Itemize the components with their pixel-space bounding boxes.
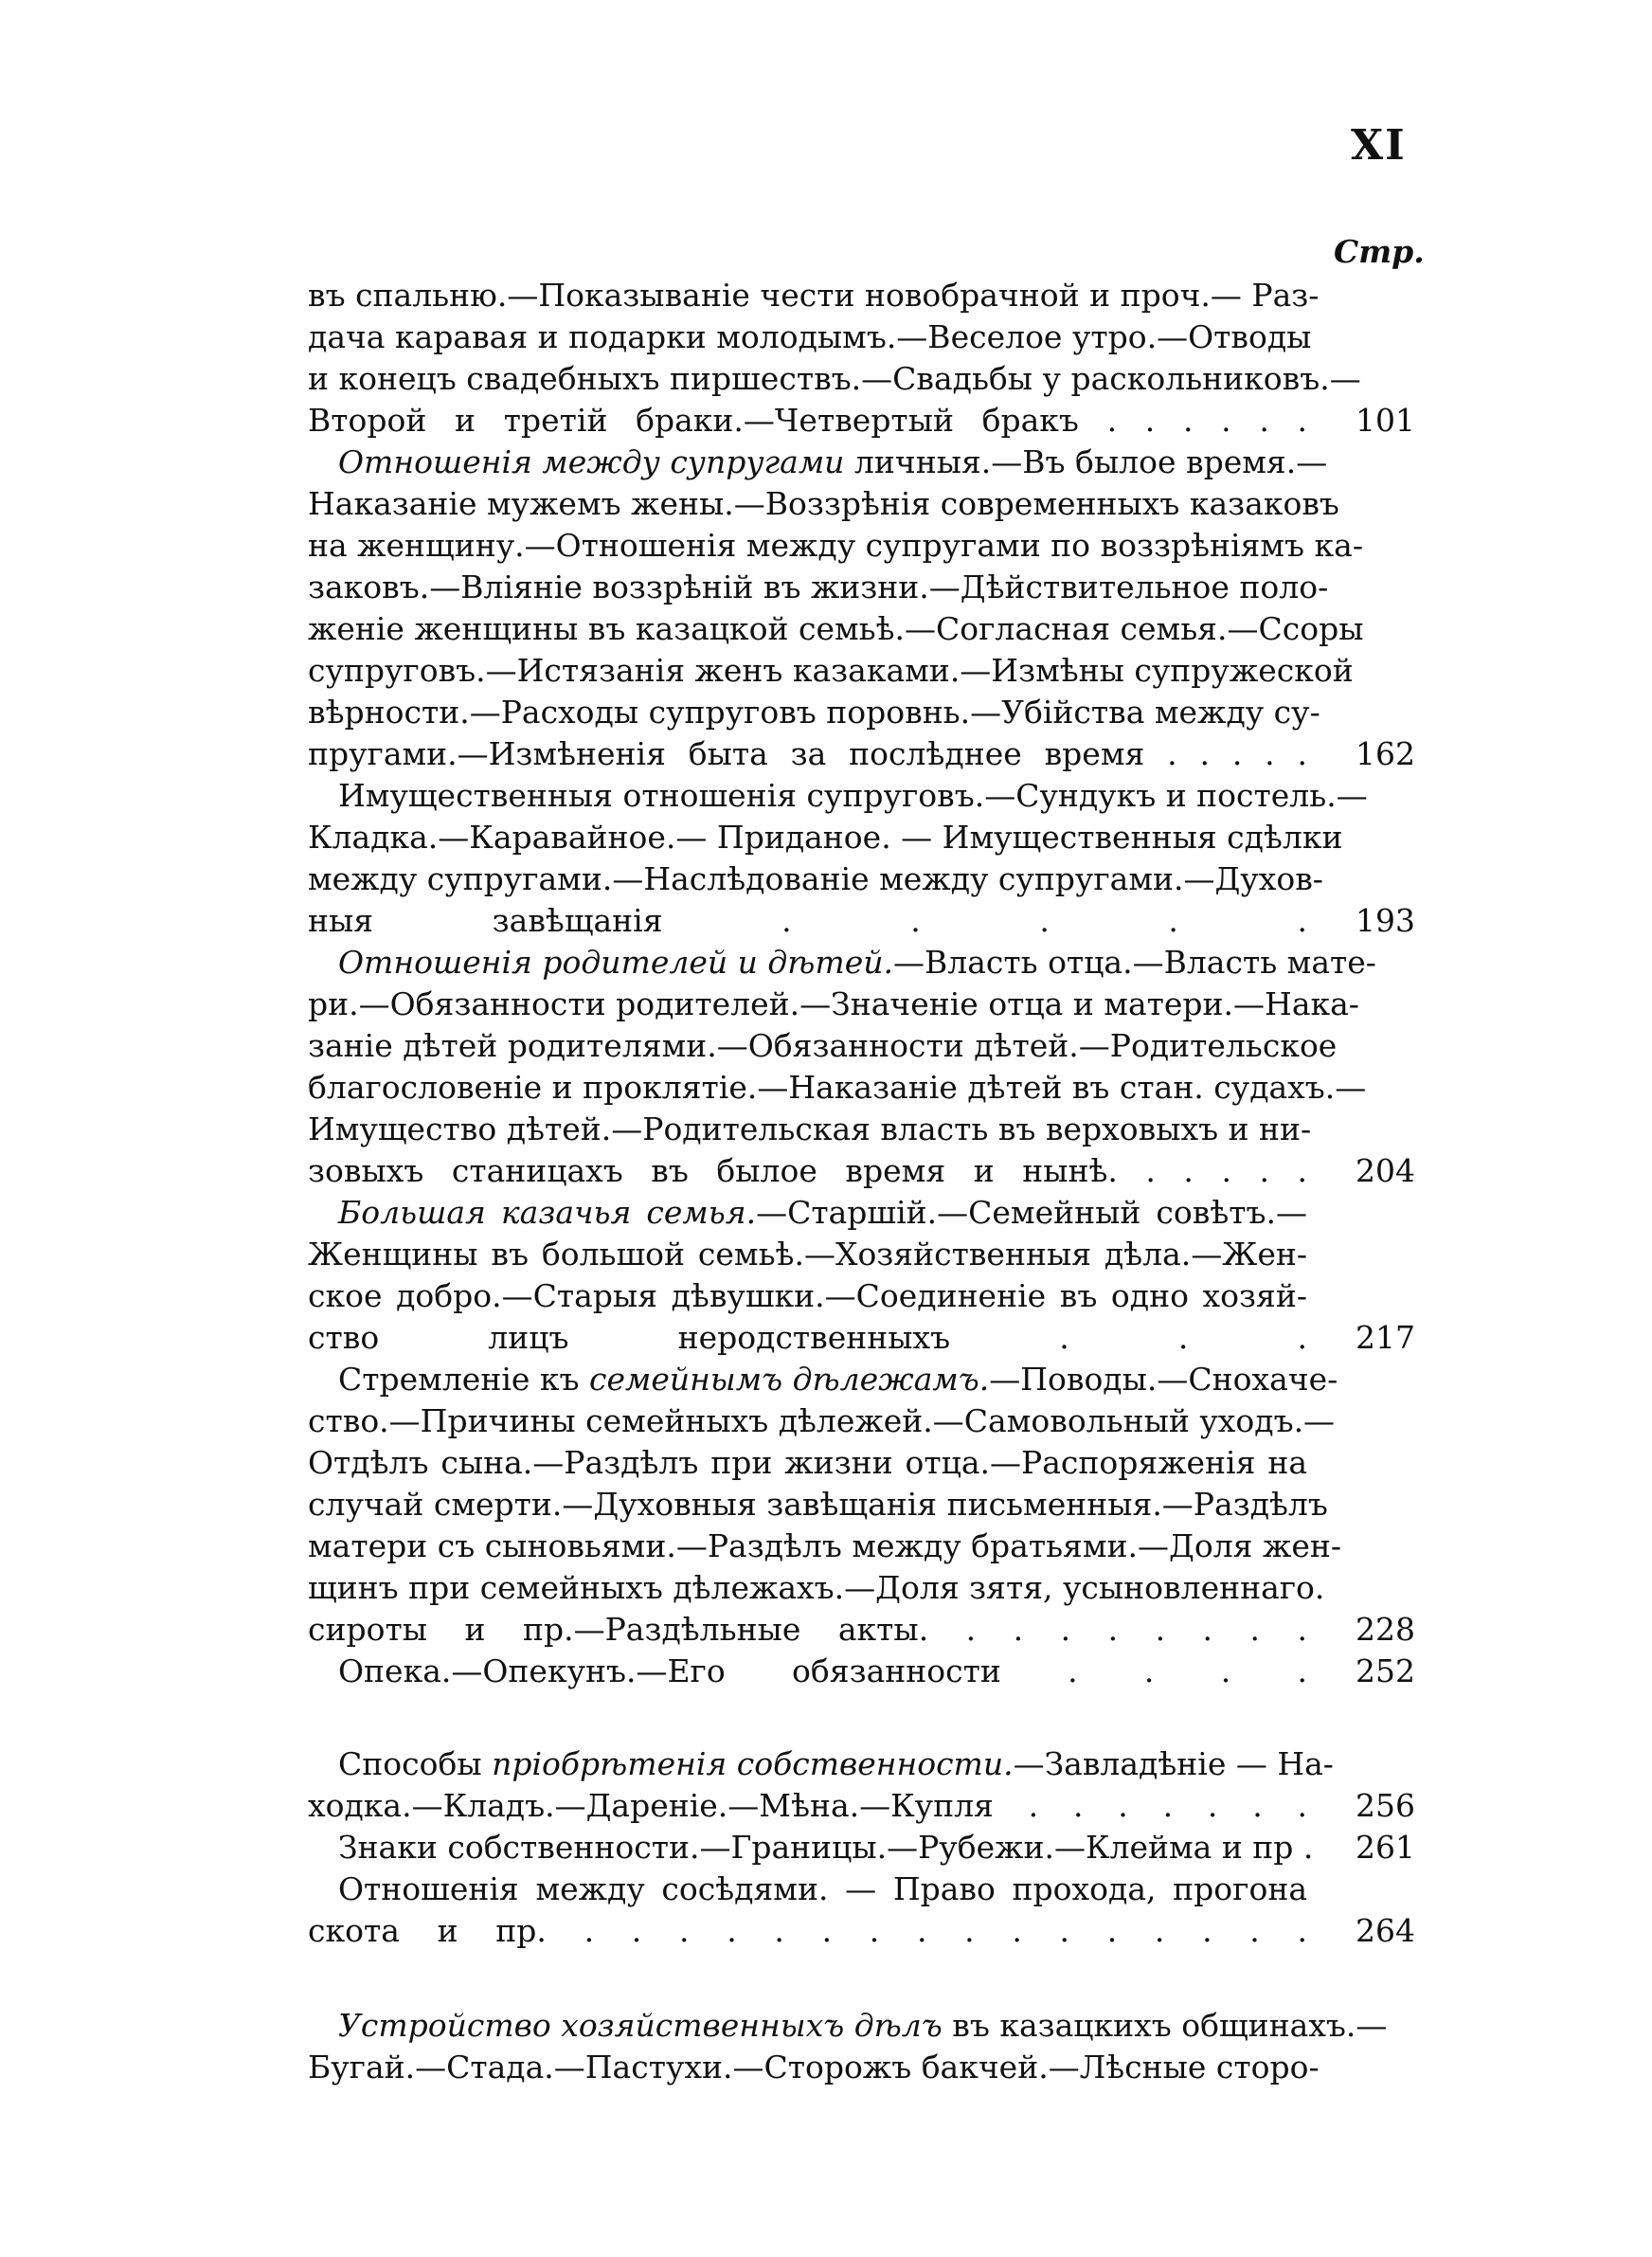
entry-page-number: 256 — [1356, 1787, 1415, 1824]
entry-line-first — [308, 1192, 1307, 1234]
entry-line: щинъ при семейныхъ дѣлежахъ.—Доля зятя, усыновленнаго. — [308, 1569, 1325, 1606]
entry-page-number: 101 — [1356, 402, 1415, 439]
entry-line: пругами.—Измѣненія быта за послѣднее время . . . . . — [308, 735, 1307, 772]
entry-line: вѣрности.—Расходы супруговъ поровнь.—Убійства между су- — [308, 694, 1320, 731]
entry-page-number: 264 — [1356, 1912, 1415, 1949]
entry-line: дача каравая и подарки молодымъ.—Веселое утро.—Отводы — [308, 318, 1312, 355]
entry-line: въ казацкихъ общинахъ.— — [942, 2007, 1388, 2044]
entry-line: супруговъ.—Истязанія женъ казаками.—Измѣны супружеской — [308, 652, 1354, 689]
page-column-label: Стр. — [1334, 233, 1425, 270]
entry-line: Отдѣлъ сына.—Раздѣлъ при жизни отца.—Распоряженія на — [308, 1444, 1307, 1481]
entry-page-number: 261 — [1356, 1829, 1415, 1866]
entry-italic-lead: пріобрѣтенія собственности. — [492, 1745, 1014, 1782]
entry-line: на женщину.—Отношенія между супругами по воззрѣніямъ ка- — [308, 527, 1363, 564]
entry-line: Опека.—Опекунъ.—Его обязанности . . . . — [338, 1652, 1307, 1689]
entry-page-number: 193 — [1356, 902, 1415, 939]
entry-line: ри.—Обязанности родителей.—Значеніе отца и матери.—Нака- — [308, 985, 1359, 1022]
entry-line: ство лицъ неродственныхъ . . . — [308, 1319, 1307, 1356]
toc-entry — [308, 1192, 1307, 1359]
entry-line: —Поводы.—Снохаче- — [989, 1361, 1338, 1398]
entry-line: между супругами.—Наслѣдованіе между супругами.—Духов- — [308, 860, 1323, 897]
entry-italic-lead: Устройство хозяйственныхъ дѣлъ — [338, 2007, 943, 2044]
entry-line: Отношенія между сосѣдями. — Право прохода, прогона — [338, 1870, 1307, 1907]
toc-entry — [308, 1827, 1314, 1869]
page-number: XI — [1351, 121, 1407, 170]
entry-line: зовыхъ станицахъ въ былое время и нынѣ. . . . . . — [308, 1152, 1307, 1189]
entry-line: Кладка.—Каравайное.— Приданое. — Имущественныя сдѣлки — [308, 819, 1343, 856]
entry-line: ство.—Причины семейныхъ дѣлежей.—Самовольный уходъ.— — [308, 1402, 1336, 1439]
entry-italic-lead: Отношенія родителей и дѣтей. — [338, 944, 893, 981]
entry-line: Женщины въ большой семьѣ.—Хозяйственныя дѣла.—Жен- — [308, 1236, 1307, 1273]
entry-line: женіе женщины въ казацкой семьѣ.—Согласная семья.—Ссоры — [308, 610, 1364, 647]
entry-lead: Способы — [338, 1745, 493, 1782]
toc-entry — [308, 1359, 1342, 1651]
entry-line-first — [308, 1743, 1334, 1785]
entry-line: заніе дѣтей родителями.—Обязанности дѣтей.—Родительское — [308, 1027, 1338, 1064]
entry-page-number: 228 — [1356, 1611, 1415, 1648]
toc-entry — [308, 775, 1368, 942]
toc-entry — [308, 442, 1364, 775]
entry-line: Второй и третій браки.—Четвертый бракъ . . . . . . — [308, 402, 1307, 439]
entry-line: Знаки собственности.—Границы.—Рубежи.—Клейма и пр . — [338, 1829, 1314, 1866]
toc-entry — [308, 942, 1376, 1192]
toc-entry — [308, 1651, 1307, 1692]
entry-line: въ спальню.—Показываніе чести новобрачной и проч.— Раз- — [308, 277, 1320, 314]
entry-line: Имущество дѣтей.—Родительская власть въ верховыхъ и ни- — [308, 1110, 1312, 1147]
entry-line: заковъ.—Вліяніе воззрѣній въ жизни.—Дѣйствительное поло- — [308, 569, 1329, 605]
entry-line: Имущественныя отношенія супруговъ.—Сундукъ и постель.— — [338, 777, 1368, 814]
entry-line: благословеніе и проклятіе.—Наказаніе дѣтей въ стан. судахъ.— — [308, 1069, 1367, 1106]
entry-line: матери съ сыновьями.—Раздѣлъ между братьями.—Доля жен- — [308, 1527, 1342, 1564]
entry-line: ныя завѣщанія . . . . . — [308, 902, 1307, 939]
entry-line: —Завладѣніе — На- — [1013, 1745, 1334, 1782]
entry-italic-lead: Отношенія между супругами — [338, 443, 845, 480]
entry-line: личныя.—Въ былое время.— — [844, 443, 1328, 480]
entry-line: скота и пр. . . . . . . . . . . . . . . . . — [308, 1912, 1307, 1949]
entry-line-first — [308, 942, 1376, 984]
entry-line: ходка.—Кладъ.—Дареніе.—Мѣна.—Купля . . . . . . . — [308, 1787, 1307, 1824]
entry-line: —Старшій.—Семейный совѣтъ.— — [756, 1194, 1308, 1231]
entry-lead: Стремленіе къ — [338, 1361, 589, 1398]
entry-line-first — [308, 2005, 1388, 2047]
entry-line: и конецъ свадебныхъ пиршествъ.—Свадьбы у раскольниковъ.— — [308, 360, 1361, 397]
entry-line: Наказаніе мужемъ жены.—Воззрѣнія современныхъ казаковъ — [308, 485, 1339, 522]
entry-line: Бугай.—Стада.—Пастухи.—Сторожъ бакчей.—Лѣсные сторо- — [308, 2049, 1320, 2085]
toc-entry — [308, 2005, 1388, 2088]
toc-entry — [308, 1869, 1307, 1952]
entry-italic-lead: Большая казачья семья. — [338, 1194, 757, 1231]
entry-page-number: 204 — [1356, 1152, 1415, 1189]
toc-entry — [308, 1743, 1334, 1827]
entry-page-number: 162 — [1356, 735, 1415, 772]
entry-line: случай смерти.—Духовныя завѣщанія письменныя.—Раздѣлъ — [308, 1486, 1328, 1523]
entry-page-number: 217 — [1356, 1319, 1415, 1356]
entry-line: ское добро.—Старыя дѣвушки.—Соединеніе въ одно хозяй- — [308, 1277, 1307, 1314]
entry-page-number: 252 — [1356, 1652, 1415, 1689]
entry-italic-lead: семейнымъ дѣлежамъ. — [589, 1361, 990, 1398]
entry-line: сироты и пр.—Раздѣльные акты. . . . . . . . . — [308, 1611, 1307, 1648]
entry-line: —Власть отца.—Власть мате- — [892, 944, 1376, 981]
toc-entry — [308, 275, 1361, 442]
entry-line-first — [308, 1359, 1338, 1400]
entry-line-first — [308, 442, 1328, 483]
